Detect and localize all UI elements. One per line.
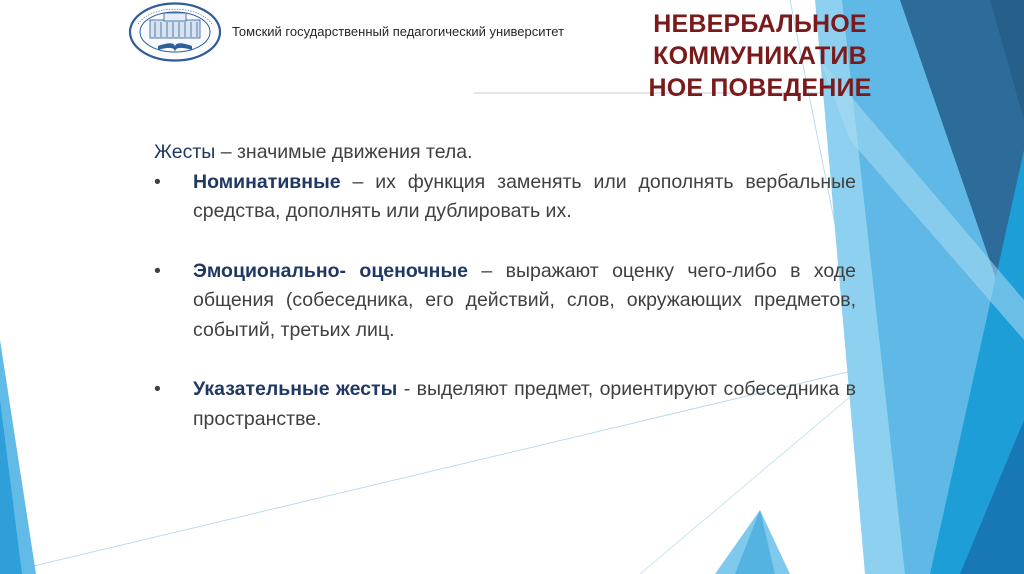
university-logo (128, 2, 222, 62)
title-line-3: НОЕ ПОВЕДЕНИЕ (648, 74, 872, 102)
list-item (154, 168, 856, 227)
bullet-icon: • (154, 259, 161, 282)
bullet-icon: • (154, 378, 161, 400)
bullet-list (154, 168, 856, 435)
slide-title (600, 8, 920, 104)
bullet-term: Эмоционально- оценочные (193, 259, 468, 282)
university-name: Томский государственный педагогический университет (232, 24, 565, 39)
intro-line (154, 138, 856, 168)
bullet-icon: • (154, 170, 161, 193)
title-line-1: НЕВЕРБАЛЬНОЕ (653, 10, 867, 38)
list-item (154, 375, 856, 434)
bullet-term: Указательные жесты (193, 378, 398, 400)
list-item (154, 257, 856, 346)
title-line-2: КОММУНИКАТИВ (653, 42, 867, 70)
bullet-text: – их функция заменять или дополнять вербальные средства, дополнять или дублировать их. (193, 170, 856, 222)
slide-content (154, 138, 856, 434)
bullet-text: – выражают оценку чего-либо в ходе общения (собеседника, его действий, слов, окружающих предметов, событий, третьих лиц. (193, 259, 857, 341)
bullet-text: - выделяют предмет, ориентируют собеседника в пространстве. (193, 378, 856, 430)
bullet-term: Номинативные (193, 170, 341, 193)
intro-term: Жесты (154, 141, 216, 163)
intro-text: – значимые движения тела. (215, 141, 473, 163)
